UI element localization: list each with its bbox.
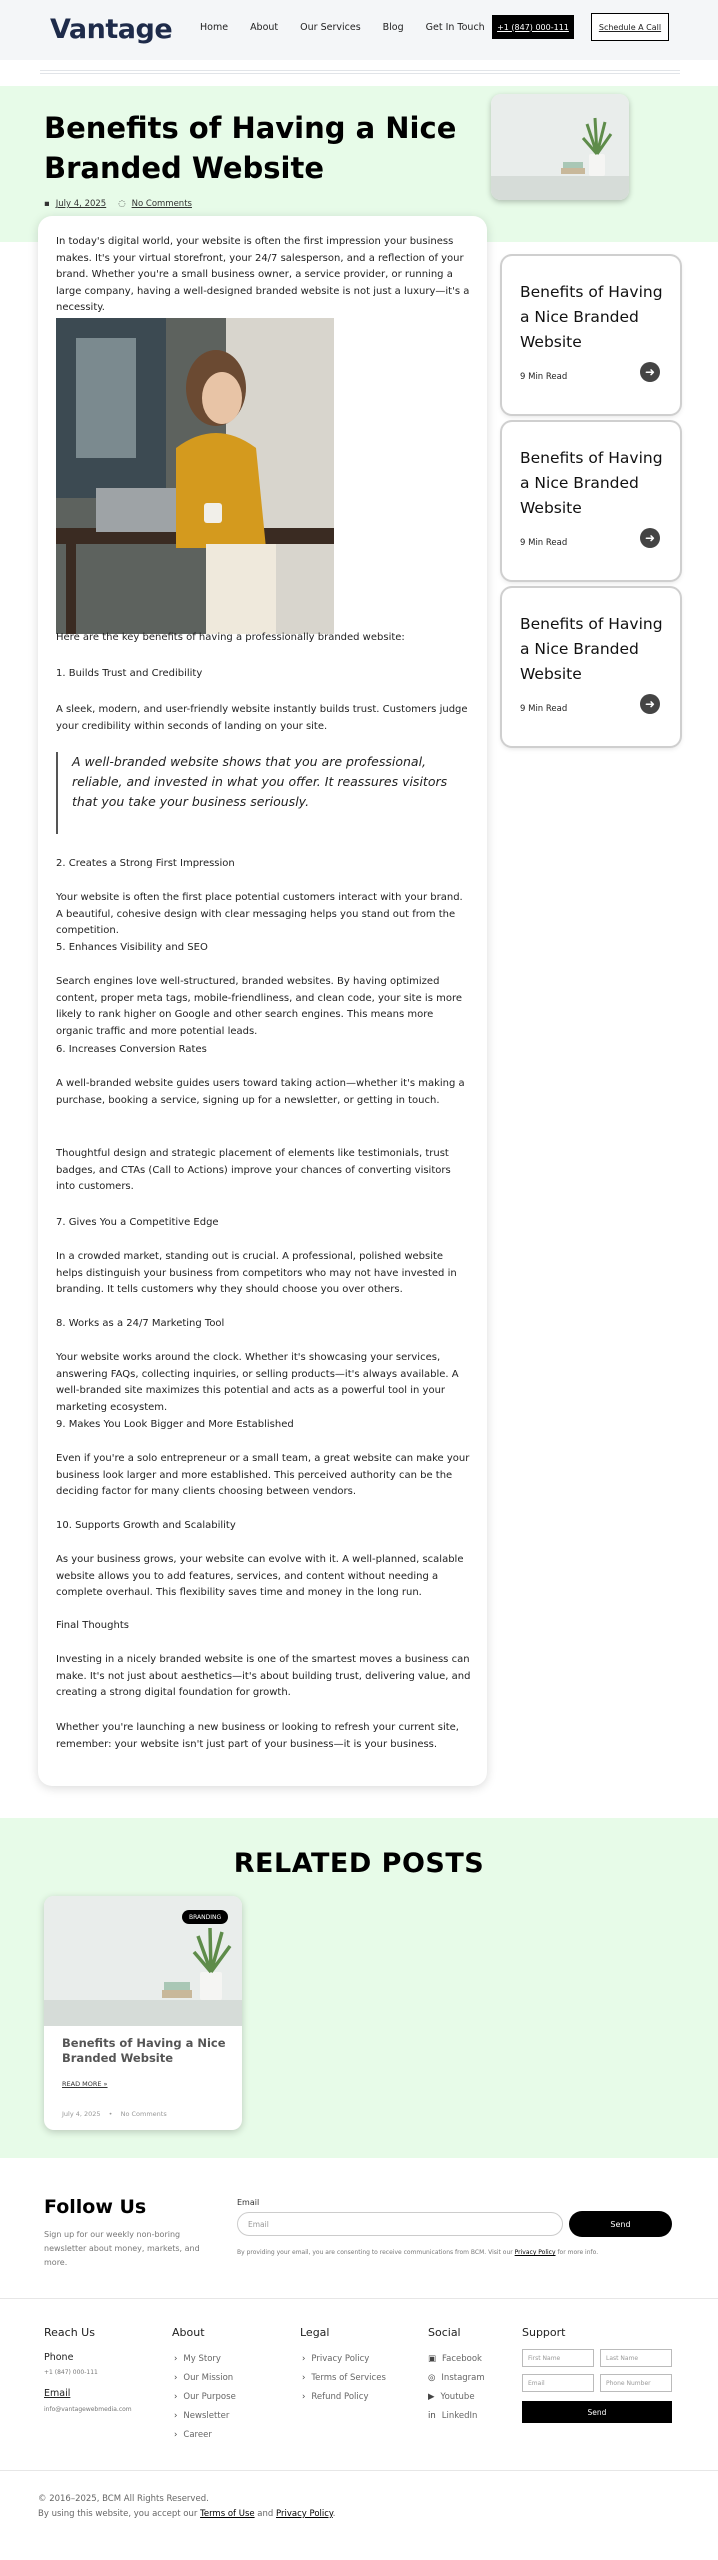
linkedin-icon: in (428, 2411, 436, 2421)
site-header (0, 0, 718, 60)
nav-home[interactable]: Home (200, 22, 229, 33)
newsletter-send-button[interactable]: Send (569, 2211, 672, 2237)
first-name-input[interactable]: First Name (522, 2349, 594, 2367)
section-paragraph-9: Even if you're a solo entrepreneur or a small team, a great website can make your business look larger and more established. This perceived authority can be the deciding factor for many clients choosing between vendors. (56, 1453, 470, 1497)
social-label: Facebook (442, 2354, 482, 2364)
read-time: 9 Min Read (520, 372, 568, 382)
instagram-icon: ◎ (428, 2373, 436, 2383)
footer-phone[interactable]: +1 (847) 000-111 (44, 2369, 98, 2376)
chevron-right-icon: › (302, 2354, 306, 2364)
plant-vase-illustration (491, 94, 629, 200)
section-paragraph-10: As your business grows, your website can evolve with it. A well-planned, scalable website allows you to add features, services, and content without needing a complete overhaul. This flexibility saves time and money in the long run. (56, 1554, 464, 1598)
section-heading-5: 5. Enhances Visibility and SEO (56, 942, 208, 953)
post-date[interactable]: July 4, 2025 (55, 199, 107, 209)
schedule-call-button[interactable]: Schedule A Call (591, 13, 669, 41)
support-send-button[interactable]: Send (522, 2401, 672, 2423)
social-link-linkedin[interactable] (428, 2411, 477, 2421)
related-posts-heading: RELATED POSTS (233, 1848, 485, 1879)
sidebar-post-card[interactable] (502, 256, 680, 414)
post-meta (44, 199, 192, 209)
support-email-input[interactable]: Email (522, 2374, 594, 2392)
chevron-right-icon: › (302, 2392, 306, 2402)
follow-heading: Follow Us (44, 2196, 147, 2218)
footer-reach-heading: Reach Us (44, 2326, 95, 2339)
footer-about-heading: About (172, 2326, 205, 2339)
section-paragraph-8: Your website works around the clock. Whether it's showcasing your services, answering FAQs, collecting inquiries, or selling products—it's always available. A well-branded site maximizes this potential and acts as a powerful tool in your marketing ecosystem. (56, 1352, 459, 1413)
arrow-right-icon[interactable]: ➜ (640, 694, 660, 714)
read-time: 9 Min Read (520, 704, 568, 714)
privacy-policy-link[interactable]: Privacy Policy (276, 2509, 333, 2519)
closing-paragraph: Whether you're launching a new business or looking to refresh your current site, remember: your website isn't just part of your business—it is your business. (56, 1722, 459, 1750)
footer-link-label: Privacy Policy (311, 2354, 370, 2364)
post-title: Benefits of Having a Nice Branded Website (44, 111, 457, 185)
section-paragraph-6: A well-branded website guides users toward taking action—whether it's making a purchase, booking a service, signing up for a newsletter, or getting in touch. (56, 1078, 465, 1106)
chevron-right-icon: › (174, 2373, 178, 2383)
social-label: Youtube (440, 2392, 475, 2402)
facebook-icon: ▣ (428, 2354, 437, 2364)
section-paragraph-2: Your website is often the first place potential customers interact with your brand. A beautiful, cohesive design with clear messaging helps you stand out from the competition. (56, 892, 463, 936)
sidebar-post-title[interactable]: Benefits of Having a Nice Branded Website (520, 615, 663, 683)
social-label: LinkedIn (441, 2411, 478, 2421)
footer-link[interactable] (302, 2392, 368, 2402)
footer-email-label: Email (44, 2388, 71, 2399)
chevron-right-icon: › (302, 2373, 306, 2383)
benefits-lead: Here are the key benefits of having a professionally branded website: (56, 632, 405, 643)
footer-link-label: Our Mission (183, 2373, 234, 2383)
nav-contact[interactable]: Get In Touch (425, 22, 485, 33)
section-paragraph-5: Search engines love well-structured, branded websites. By having optimized content, proper meta tags, mobile-friendliness, and clean code, your site is more likely to rank higher on Google and other search engines. This means more organic traffic and more potential leads. (56, 976, 462, 1037)
last-name-input[interactable]: Last Name (600, 2349, 672, 2367)
footer-link[interactable] (174, 2411, 229, 2421)
arrow-right-icon[interactable]: ➜ (640, 362, 660, 382)
footer-link-label: Our Purpose (183, 2392, 236, 2402)
section-heading-6: 6. Increases Conversion Rates (56, 1044, 207, 1055)
read-more-link[interactable]: READ MORE » (62, 2080, 108, 2088)
social-label: Instagram (441, 2373, 485, 2383)
article-photo (56, 318, 334, 634)
social-link-facebook[interactable] (428, 2354, 482, 2364)
sidebar-post-title[interactable]: Benefits of Having a Nice Branded Website (520, 449, 663, 517)
chevron-right-icon: › (174, 2392, 178, 2402)
newsletter-email-input[interactable]: Email (237, 2212, 563, 2236)
chevron-right-icon: › (174, 2411, 178, 2421)
final-thoughts-heading: Final Thoughts (56, 1620, 129, 1631)
final-thoughts-paragraph: Investing in a nicely branded website is one of the smartest moves a business can make. It's not just about aesthetics—it's about building trust, delivering value, and creating a strong digital foundation for growth. (56, 1654, 471, 1698)
sidebar-post-title[interactable]: Benefits of Having a Nice Branded Website (520, 283, 663, 351)
section-heading-1: 1. Builds Trust and Credibility (56, 668, 203, 679)
footer-link-label: Career (183, 2430, 212, 2440)
woman-laptop-illustration (56, 318, 334, 634)
footer-link-label: Newsletter (183, 2411, 230, 2421)
section-paragraph-7: In a crowded market, standing out is crucial. A professional, polished website helps distinguish your business from competitors who may not have invested in branding. It tells customers why they should choose you over others. (56, 1251, 457, 1295)
nav-about[interactable]: About (250, 22, 279, 33)
pull-quote: A well-branded website shows that you are professional, reliable, and invested in what you offer. It reassures visitors that you take your business seriously. (56, 752, 468, 834)
terms-notice (38, 2509, 335, 2519)
terms-and: and (254, 2509, 277, 2519)
terms-of-use-link[interactable]: Terms of Use (200, 2509, 255, 2519)
footer-phone-label: Phone (44, 2352, 74, 2363)
post-comments[interactable]: No Comments (131, 199, 192, 209)
related-post-title[interactable]: Benefits of Having a Nice Branded Website (62, 2036, 226, 2065)
nav-services[interactable]: Our Services (300, 22, 361, 33)
section-heading-9: 9. Makes You Look Bigger and More Established (56, 1419, 294, 1430)
chevron-right-icon: › (174, 2354, 178, 2364)
footer-divider (0, 2298, 718, 2299)
disclaimer-suffix: for more info. (555, 2249, 599, 2256)
privacy-policy-link[interactable]: Privacy Policy (514, 2249, 556, 2256)
logo[interactable]: Vantage (50, 14, 173, 45)
follow-text: Sign up for our weekly non-boring newsletter about money, markets, and more. (44, 2230, 200, 2267)
phone-button[interactable]: +1 (847) 000-111 (492, 15, 574, 39)
related-post-comments: No Comments (120, 2110, 167, 2118)
section-paragraph-1: A sleek, modern, and user-friendly website instantly builds trust. Customers judge your credibility within seconds of landing on your site. (56, 704, 468, 732)
sidebar-post-card[interactable] (502, 422, 680, 580)
footer-link[interactable] (174, 2373, 233, 2383)
main-nav (200, 22, 507, 33)
footer-bottom-divider (0, 2470, 718, 2471)
section-heading-10: 10. Supports Growth and Scalability (56, 1520, 236, 1531)
footer-link[interactable] (174, 2392, 236, 2402)
footer-link-label: My Story (183, 2354, 221, 2364)
related-post-date: July 4, 2025 (62, 2110, 101, 2118)
footer-link[interactable] (174, 2430, 212, 2440)
social-link-youtube[interactable] (428, 2392, 475, 2402)
copyright: © 2016–2025, BCM All Rights Reserved. (38, 2494, 209, 2504)
newsletter-disclaimer (237, 2249, 598, 2256)
terms-prefix: By using this website, you accept our (38, 2509, 201, 2519)
category-badge[interactable]: BRANDING (182, 1910, 228, 1924)
footer-link-label: Refund Policy (311, 2392, 369, 2402)
section-heading-7: 7. Gives You a Competitive Edge (56, 1217, 219, 1228)
footer-link-label: Terms of Services (311, 2373, 386, 2383)
footer-link[interactable] (302, 2373, 386, 2383)
social-link-instagram[interactable] (428, 2373, 485, 2383)
footer-social-heading: Social (428, 2326, 461, 2339)
footer-email[interactable]: info@vantagewebmedia.com (44, 2406, 132, 2413)
related-post-meta: July 4, 2025 • No Comments (62, 2110, 167, 2118)
comment-icon: ◌ (118, 199, 126, 209)
footer-legal-heading: Legal (300, 2326, 330, 2339)
featured-image (491, 94, 629, 200)
intro-paragraph: In today's digital world, your website is often the first impression your business makes. It's your virtual storefront, your 24/7 salesperson, and a reflection of your brand. Whether you're a small business owner, a service provider, or running a large company, having a well-designed branded website is not just a luxury—it's a necessity. (56, 236, 470, 313)
read-time: 9 Min Read (520, 538, 568, 548)
calendar-icon: ▪ (44, 199, 50, 209)
footer-link[interactable] (302, 2354, 369, 2364)
divider (40, 70, 680, 74)
youtube-icon: ▶ (428, 2392, 435, 2402)
disclaimer-text: By providing your email, you are consenting to receive communications from BCM. Visit our (237, 2249, 515, 2256)
section-heading-2: 2. Creates a Strong First Impression (56, 858, 235, 869)
related-post-card[interactable] (44, 1896, 242, 2130)
section-paragraph-6b: Thoughtful design and strategic placement of elements like testimonials, trust badges, and CTAs (Call to Actions) improve your chances of converting visitors into customers. (56, 1148, 451, 1192)
sidebar-post-card[interactable] (502, 588, 680, 746)
footer-support-heading: Support (522, 2326, 566, 2339)
section-heading-8: 8. Works as a 24/7 Marketing Tool (56, 1318, 225, 1329)
arrow-right-icon[interactable]: ➜ (640, 528, 660, 548)
phone-number-input[interactable]: Phone Number (600, 2374, 672, 2392)
email-label: Email (237, 2198, 260, 2207)
nav-blog[interactable]: Blog (382, 22, 404, 33)
chevron-right-icon: › (174, 2430, 178, 2440)
footer-link[interactable] (174, 2354, 221, 2364)
terms-suffix: . (332, 2509, 336, 2519)
